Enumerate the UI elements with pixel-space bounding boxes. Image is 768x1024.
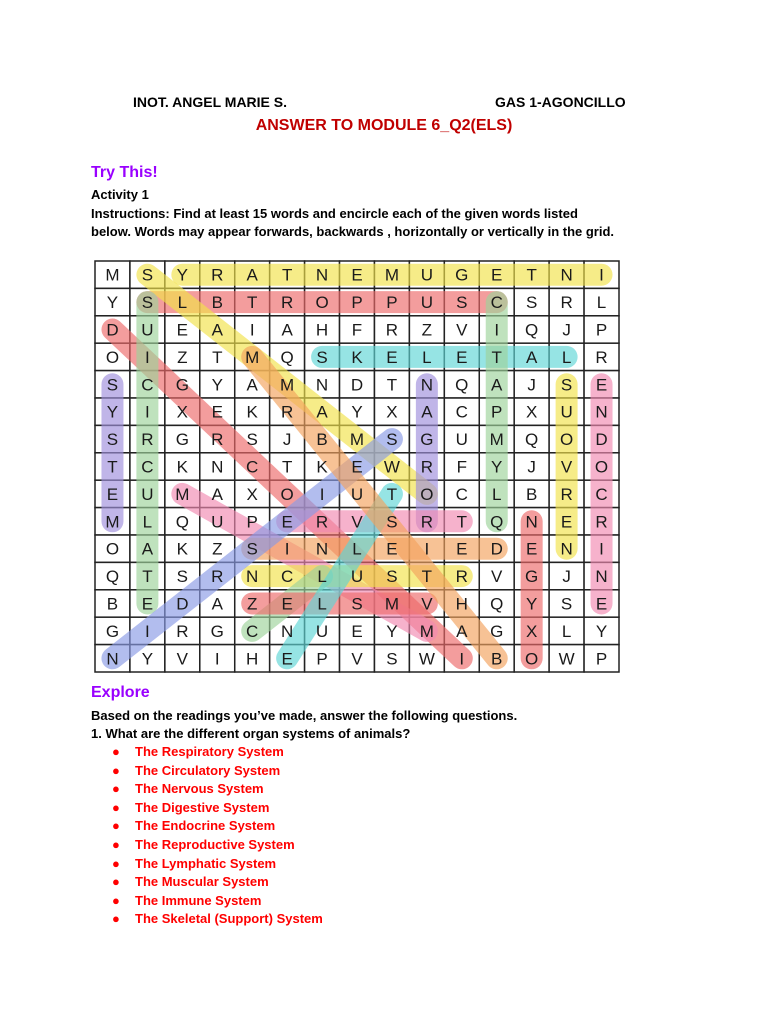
grid-letter: M — [349, 430, 365, 450]
grid-letter: M — [384, 594, 400, 614]
grid-letter: N — [595, 402, 608, 422]
grid-letter: D — [176, 594, 189, 614]
grid-letter: Q — [280, 347, 294, 367]
grid-letter: L — [596, 293, 607, 313]
answer-text: The Immune System — [135, 892, 262, 908]
answer-item — [112, 743, 323, 762]
grid-letter: R — [420, 512, 434, 532]
grid-letter: U — [141, 320, 154, 340]
answer-item — [112, 780, 323, 799]
grid-letter: A — [421, 402, 433, 422]
grid-letter: S — [316, 347, 328, 367]
grid-letter: E — [456, 539, 468, 559]
grid-letter: R — [595, 512, 608, 532]
grid-letter: Q — [490, 594, 504, 614]
grid-letter: X — [525, 402, 538, 422]
grid-letter: E — [211, 402, 223, 422]
grid-letter: N — [315, 265, 329, 285]
grid-letter: X — [386, 402, 398, 422]
grid-letter: Y — [386, 621, 398, 641]
bullet-icon: ● — [112, 744, 120, 759]
grid-letter: M — [280, 375, 295, 395]
grid-letter: V — [491, 567, 503, 587]
grid-letter: J — [527, 457, 536, 477]
document-title: ANSWER TO MODULE 6_Q2(ELS) — [255, 117, 513, 134]
grid-letter: S — [386, 567, 398, 587]
grid-letter: S — [560, 594, 573, 614]
grid-letter: C — [595, 484, 608, 504]
grid-letter: R — [141, 430, 154, 450]
grid-letter: T — [281, 265, 293, 285]
answer-item — [112, 873, 323, 892]
grid-letter: P — [316, 649, 328, 669]
grid-letter: P — [595, 649, 608, 669]
grid-letter: O — [280, 484, 294, 504]
grid-letter: B — [211, 293, 223, 313]
grid-letter: G — [455, 265, 469, 285]
grid-letter: Q — [175, 512, 189, 532]
grid-letter: O — [105, 539, 120, 559]
grid-letter: E — [106, 484, 119, 504]
grid-letter: N — [560, 265, 573, 285]
grid-letter: Y — [106, 293, 119, 313]
grid-letter: E — [141, 594, 154, 614]
answer-item — [112, 910, 323, 929]
grid-letter: I — [424, 539, 430, 559]
grid-letter: P — [351, 293, 363, 313]
grid-letter: W — [418, 649, 435, 669]
grid-letter: Q — [525, 320, 539, 340]
grid-letter: N — [246, 567, 259, 587]
answer-text: The Reproductive System — [135, 836, 295, 852]
answer-text: The Endocrine System — [135, 818, 276, 834]
grid-letter: G — [420, 430, 434, 450]
grid-letter: E — [351, 621, 363, 641]
grid-letter: E — [386, 539, 398, 559]
grid-letter: N — [525, 512, 538, 532]
grid-letter: S — [456, 293, 468, 313]
grid-letter: K — [176, 539, 189, 559]
grid-letter: S — [246, 539, 258, 559]
grid-letter: M — [245, 347, 260, 367]
answer-text: The Digestive System — [135, 799, 270, 815]
grid-letter: P — [246, 512, 258, 532]
grid-letter: H — [246, 649, 259, 669]
grid-letter: G — [525, 567, 539, 587]
grid-letter: U — [350, 567, 364, 587]
grid-letter: X — [246, 484, 258, 504]
grid-letter: Y — [491, 457, 503, 477]
grid-letter: C — [455, 402, 468, 422]
grid-letter: A — [281, 320, 293, 340]
answer-list — [112, 743, 323, 929]
grid-letter: I — [599, 265, 604, 285]
grid-letter: E — [351, 457, 363, 477]
grid-letter: A — [491, 375, 503, 395]
grid-letter: E — [351, 265, 363, 285]
grid-letter: M — [419, 621, 434, 641]
grid-letter: R — [211, 567, 224, 587]
grid-letter: O — [420, 484, 434, 504]
grid-letter: G — [105, 621, 120, 641]
grid-letter: U — [211, 512, 224, 532]
answer-text: The Muscular System — [135, 874, 269, 890]
answer-text: The Lymphatic System — [135, 855, 277, 871]
student-name: INOT. ANGEL MARIE S. — [133, 94, 288, 110]
grid-letter: A — [141, 539, 154, 559]
explore-intro: Based on the readings you’ve made, answer the following questions. — [91, 708, 518, 723]
grid-letter: I — [145, 621, 150, 641]
grid-letter: K — [176, 457, 189, 477]
grid-letter: M — [105, 265, 120, 285]
grid-letter: W — [383, 457, 400, 477]
grid-letter: Y — [211, 375, 223, 395]
answer-item — [112, 799, 323, 818]
grid-letter: K — [316, 457, 328, 477]
grid-letter: U — [420, 293, 434, 313]
grid-letter: V — [351, 649, 363, 669]
grid-letter: R — [280, 293, 294, 313]
grid-letter: L — [317, 594, 327, 614]
bullet-icon: ● — [112, 836, 120, 852]
grid-letter: S — [386, 649, 398, 669]
grid-letter: E — [176, 320, 189, 340]
bullet-icon: ● — [112, 799, 120, 815]
answer-text: The Circulatory System — [135, 762, 281, 778]
grid-letter: N — [560, 539, 573, 559]
grid-letter: A — [211, 484, 223, 504]
grid-letter: J — [562, 567, 571, 587]
grid-letter: L — [491, 484, 502, 504]
grid-letter: A — [525, 347, 538, 367]
grid-letter: C — [141, 457, 154, 477]
grid-letter: R — [560, 484, 573, 504]
grid-letter: A — [211, 320, 223, 340]
grid-letter: U — [141, 484, 154, 504]
grid-letter: B — [525, 484, 538, 504]
grid-letter: R — [280, 402, 294, 422]
grid-letter: S — [525, 293, 538, 313]
grid-letter: U — [420, 265, 434, 285]
activity-label: Activity 1 — [91, 187, 149, 202]
try-this-heading: Try This! — [91, 164, 158, 181]
grid-letter: T — [386, 484, 398, 504]
grid-letter: M — [384, 265, 400, 285]
grid-letter: J — [282, 430, 292, 450]
grid-letter: L — [142, 512, 153, 532]
grid-letter: I — [284, 539, 290, 559]
grid-letter: H — [455, 594, 468, 614]
grid-letter: Z — [177, 347, 188, 367]
grid-letter: E — [281, 649, 293, 669]
grid-letter: C — [246, 621, 259, 641]
grid-letter: E — [281, 512, 293, 532]
grid-letter: G — [175, 430, 189, 450]
grid-letter: L — [422, 347, 432, 367]
bullet-icon: ● — [112, 892, 120, 908]
grid-letter: S — [176, 567, 189, 587]
grid-letter: U — [455, 430, 468, 450]
grid-letter: Q — [525, 430, 539, 450]
grid-letter: E — [560, 512, 573, 532]
grid-letter: Z — [247, 594, 258, 614]
grid-letter: N — [211, 457, 224, 477]
grid-letter: E — [456, 347, 468, 367]
grid-letter: Q — [455, 375, 469, 395]
grid-letter: X — [176, 402, 189, 422]
grid-letter: D — [595, 430, 608, 450]
grid-letter: L — [561, 347, 572, 367]
instructions-line-2: below. Words may appear forwards, backwards , horizontally or vertically in the grid. — [91, 224, 615, 239]
grid-letter: E — [386, 347, 398, 367]
grid-letter: R — [595, 347, 608, 367]
grid-letter: E — [595, 594, 608, 614]
grid-letter: S — [141, 265, 154, 285]
grid-letter: S — [386, 512, 398, 532]
question-1: 1. What are the different organ systems of animals? — [91, 726, 411, 741]
grid-letter: P — [386, 293, 398, 313]
answer-text: The Skeletal (Support) System — [135, 911, 323, 927]
instructions-line-1: Instructions: Find at least 15 words and encircle each of the given words listed — [91, 206, 578, 221]
grid-letter: N — [280, 621, 294, 641]
grid-letter: R — [420, 457, 434, 477]
grid-letter: R — [211, 265, 224, 285]
grid-letter: G — [490, 621, 504, 641]
grid-letter: I — [459, 649, 465, 669]
grid-letter: C — [141, 375, 154, 395]
grid-letter: J — [527, 375, 536, 395]
grid-letter: Y — [525, 594, 538, 614]
grid-letter: S — [246, 430, 258, 450]
grid-letter: S — [386, 430, 398, 450]
grid-letter: S — [560, 375, 573, 395]
answer-item — [112, 855, 323, 874]
grid-letter: E — [491, 265, 503, 285]
explore-heading: Explore — [91, 684, 150, 701]
grid-letter: P — [595, 320, 608, 340]
grid-letter: C — [455, 484, 468, 504]
grid-letter: T — [142, 567, 153, 587]
answer-item — [112, 892, 323, 911]
grid-letter: R — [385, 320, 399, 340]
grid-letter: U — [560, 402, 573, 422]
grid-letter: I — [249, 320, 255, 340]
grid-letter: K — [246, 402, 258, 422]
grid-letter: O — [525, 649, 539, 669]
grid-letter: I — [214, 649, 220, 669]
bullet-icon: ● — [112, 818, 120, 834]
grid-letter: V — [176, 649, 189, 669]
grid-letter: A — [246, 265, 258, 285]
grid-letter: R — [211, 430, 224, 450]
grid-letter: I — [599, 539, 604, 559]
grid-letter: F — [351, 320, 363, 340]
grid-letter: O — [105, 347, 120, 367]
grid-letter: A — [316, 402, 328, 422]
grid-letter: O — [559, 430, 574, 450]
grid-letter: R — [455, 567, 468, 587]
grid-letter: X — [525, 621, 538, 641]
grid-letter: R — [176, 621, 189, 641]
grid-letter: Z — [421, 320, 433, 340]
grid-letter: T — [107, 457, 118, 477]
grid-letter: N — [106, 649, 119, 669]
bullet-icon: ● — [112, 762, 120, 778]
grid-letter: L — [352, 539, 362, 559]
grid-letter: Y — [141, 649, 154, 669]
grid-letter: V — [421, 594, 433, 614]
grid-letter: H — [315, 320, 329, 340]
grid-letter: A — [246, 375, 258, 395]
grid-letter: Q — [105, 567, 120, 587]
grid-letter: T — [491, 347, 502, 367]
grid-letter: M — [105, 512, 120, 532]
grid-letter: E — [595, 375, 608, 395]
answer-text: The Nervous System — [135, 781, 264, 797]
grid-letter: Z — [212, 539, 223, 559]
grid-letter: S — [106, 375, 119, 395]
grid-letter: N — [315, 375, 329, 395]
grid-letter: R — [560, 293, 573, 313]
grid-letter: T — [456, 512, 467, 532]
grid-letter: T — [247, 293, 258, 313]
grid-letter: M — [489, 430, 504, 450]
grid-letter: E — [525, 539, 538, 559]
grid-letter: O — [315, 293, 329, 313]
bullet-icon: ● — [112, 874, 120, 890]
grid-letter: I — [494, 320, 500, 340]
answer-item — [112, 817, 323, 836]
bullet-icon: ● — [112, 781, 120, 797]
grid-letter: T — [281, 457, 293, 477]
grid-letter: Y — [106, 402, 119, 422]
grid-letter: W — [558, 649, 575, 669]
grid-letter: I — [145, 347, 150, 367]
grid-letter: B — [106, 594, 119, 614]
grid-letter: L — [561, 621, 572, 641]
answer-text: The Respiratory System — [135, 744, 284, 759]
grid-letter: O — [594, 457, 609, 477]
answer-item — [112, 836, 323, 855]
grid-letter: T — [212, 347, 223, 367]
grid-letter: S — [106, 430, 119, 450]
word-search-grid — [95, 261, 619, 672]
grid-letter: I — [319, 484, 325, 504]
grid-letter: F — [456, 457, 467, 477]
grid-letter: I — [145, 402, 150, 422]
grid-letter: R — [315, 512, 329, 532]
grid-letter: U — [350, 484, 364, 504]
letter-layer — [105, 266, 608, 669]
bullet-icon: ● — [112, 911, 120, 927]
grid-letter: B — [491, 649, 503, 669]
grid-letter: V — [456, 320, 468, 340]
grid-letter: S — [141, 293, 154, 313]
grid-letter: D — [350, 375, 364, 395]
grid-letter: D — [106, 320, 119, 340]
grid-letter: Y — [595, 621, 608, 641]
grid-letter: C — [490, 293, 503, 313]
grid-letter: V — [560, 457, 573, 477]
grid-letter: S — [351, 594, 363, 614]
grid-letter: D — [490, 539, 503, 559]
grid-letter: M — [175, 484, 190, 504]
grid-letter: G — [175, 375, 189, 395]
grid-letter: N — [315, 539, 329, 559]
bullet-icon: ● — [112, 855, 120, 871]
class-section: GAS 1-AGONCILLO — [495, 94, 626, 110]
answer-item — [112, 762, 323, 781]
grid-letter: T — [421, 567, 433, 587]
grid-letter: Q — [490, 512, 504, 532]
grid-letter: Y — [176, 265, 189, 285]
grid-letter: L — [317, 567, 327, 587]
grid-letter: G — [210, 621, 224, 641]
grid-letter: L — [177, 293, 188, 313]
grid-letter: C — [280, 567, 294, 587]
grid-letter: T — [386, 375, 398, 395]
grid-letter: Y — [351, 402, 363, 422]
grid-letter: J — [562, 320, 571, 340]
grid-letter: T — [526, 265, 537, 285]
grid-letter: E — [281, 594, 293, 614]
grid-letter: B — [316, 430, 328, 450]
grid-letter: V — [351, 512, 363, 532]
grid-letter: N — [595, 567, 608, 587]
grid-letter: A — [456, 621, 468, 641]
grid-letter: N — [420, 375, 434, 395]
grid-letter: K — [351, 347, 363, 367]
grid-letter: C — [246, 457, 259, 477]
grid-letter: A — [211, 594, 223, 614]
grid-letter: U — [315, 621, 329, 641]
grid-letter: P — [491, 402, 503, 422]
